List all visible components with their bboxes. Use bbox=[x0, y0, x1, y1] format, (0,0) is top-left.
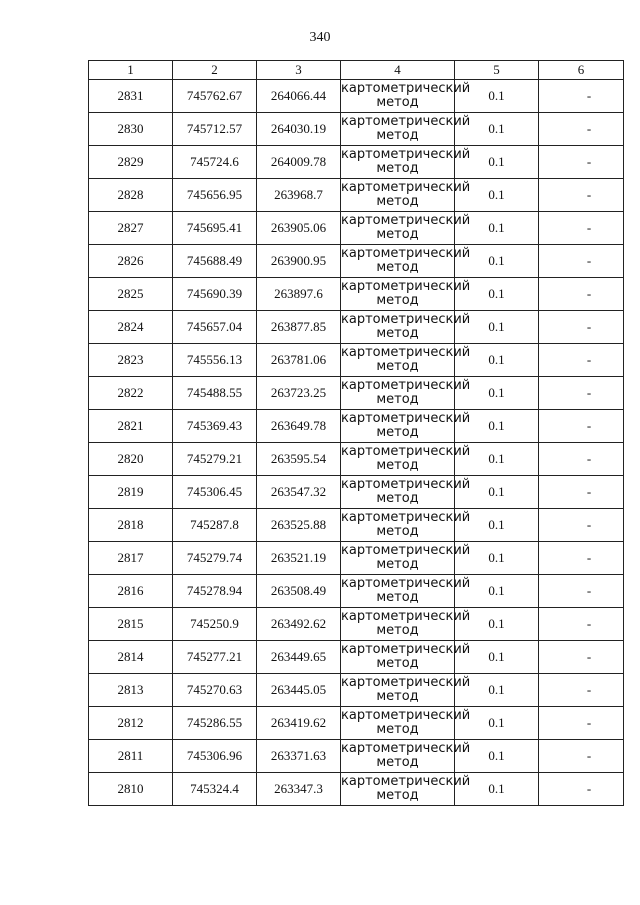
table-row bbox=[89, 278, 624, 311]
x-coordinate-cell: 745556.13 bbox=[173, 344, 257, 377]
x-coordinate-cell: 745286.55 bbox=[173, 707, 257, 740]
method-cell: картометрический метод bbox=[341, 80, 455, 113]
note-cell bbox=[539, 212, 624, 245]
y-coordinate-cell: 263547.32 bbox=[257, 476, 341, 509]
dash-mark: - bbox=[586, 748, 592, 763]
accuracy-cell: 0.1 bbox=[455, 443, 539, 476]
y-coordinate-cell: 263649.78 bbox=[257, 410, 341, 443]
note-cell bbox=[539, 773, 624, 806]
x-coordinate-cell: 745270.63 bbox=[173, 674, 257, 707]
point-number-cell: 2812 bbox=[89, 707, 173, 740]
table-row bbox=[89, 212, 624, 245]
method-cell: картометрический метод bbox=[341, 575, 455, 608]
note-cell bbox=[539, 113, 624, 146]
note-cell bbox=[539, 608, 624, 641]
y-coordinate-cell: 263723.25 bbox=[257, 377, 341, 410]
y-coordinate-cell: 263508.49 bbox=[257, 575, 341, 608]
point-number-cell: 2810 bbox=[89, 773, 173, 806]
note-cell bbox=[539, 245, 624, 278]
point-number-cell: 2823 bbox=[89, 344, 173, 377]
point-number-cell: 2814 bbox=[89, 641, 173, 674]
dash-mark: - bbox=[586, 88, 592, 103]
accuracy-cell: 0.1 bbox=[455, 773, 539, 806]
table-row bbox=[89, 707, 624, 740]
x-coordinate-cell: 745724.6 bbox=[173, 146, 257, 179]
note-cell bbox=[539, 509, 624, 542]
table-row bbox=[89, 641, 624, 674]
point-number-cell: 2811 bbox=[89, 740, 173, 773]
x-coordinate-cell: 745306.45 bbox=[173, 476, 257, 509]
point-number-cell: 2829 bbox=[89, 146, 173, 179]
accuracy-cell: 0.1 bbox=[455, 542, 539, 575]
table-row bbox=[89, 476, 624, 509]
point-number-cell: 2831 bbox=[89, 80, 173, 113]
method-cell: картометрический метод bbox=[341, 113, 455, 146]
y-coordinate-cell: 263877.85 bbox=[257, 311, 341, 344]
column-header-3: 3 bbox=[257, 61, 341, 80]
method-cell: картометрический метод bbox=[341, 773, 455, 806]
point-number-cell: 2821 bbox=[89, 410, 173, 443]
accuracy-cell: 0.1 bbox=[455, 344, 539, 377]
dash-mark: - bbox=[586, 550, 592, 565]
x-coordinate-cell: 745369.43 bbox=[173, 410, 257, 443]
dash-mark: - bbox=[586, 253, 592, 268]
dash-mark: - bbox=[586, 286, 592, 301]
dash-mark: - bbox=[586, 154, 592, 169]
table-row bbox=[89, 608, 624, 641]
note-cell bbox=[539, 146, 624, 179]
note-cell bbox=[539, 674, 624, 707]
dash-mark: - bbox=[586, 616, 592, 631]
dash-mark: - bbox=[586, 352, 592, 367]
x-coordinate-cell: 745657.04 bbox=[173, 311, 257, 344]
dash-mark: - bbox=[586, 220, 592, 235]
table-row bbox=[89, 245, 624, 278]
dash-mark: - bbox=[586, 451, 592, 466]
note-cell bbox=[539, 311, 624, 344]
column-header-5: 5 bbox=[455, 61, 539, 80]
point-number-cell: 2822 bbox=[89, 377, 173, 410]
y-coordinate-cell: 263525.88 bbox=[257, 509, 341, 542]
method-cell: картометрический метод bbox=[341, 278, 455, 311]
x-coordinate-cell: 745488.55 bbox=[173, 377, 257, 410]
y-coordinate-cell: 263900.95 bbox=[257, 245, 341, 278]
x-coordinate-cell: 745656.95 bbox=[173, 179, 257, 212]
point-number-cell: 2827 bbox=[89, 212, 173, 245]
note-cell bbox=[539, 80, 624, 113]
dash-mark: - bbox=[586, 517, 592, 532]
point-number-cell: 2817 bbox=[89, 542, 173, 575]
accuracy-cell: 0.1 bbox=[455, 608, 539, 641]
y-coordinate-cell: 263521.19 bbox=[257, 542, 341, 575]
point-number-cell: 2815 bbox=[89, 608, 173, 641]
table-row bbox=[89, 542, 624, 575]
accuracy-cell: 0.1 bbox=[455, 377, 539, 410]
table-row bbox=[89, 311, 624, 344]
x-coordinate-cell: 745712.57 bbox=[173, 113, 257, 146]
point-number-cell: 2830 bbox=[89, 113, 173, 146]
note-cell bbox=[539, 179, 624, 212]
y-coordinate-cell: 263905.06 bbox=[257, 212, 341, 245]
dash-mark: - bbox=[586, 187, 592, 202]
point-number-cell: 2820 bbox=[89, 443, 173, 476]
coordinates-table bbox=[88, 60, 624, 806]
y-coordinate-cell: 263371.63 bbox=[257, 740, 341, 773]
note-cell bbox=[539, 641, 624, 674]
y-coordinate-cell: 264066.44 bbox=[257, 80, 341, 113]
method-cell: картометрический метод bbox=[341, 443, 455, 476]
page-number: 340 bbox=[309, 30, 331, 45]
point-number-cell: 2816 bbox=[89, 575, 173, 608]
point-number-cell: 2826 bbox=[89, 245, 173, 278]
point-number-cell: 2819 bbox=[89, 476, 173, 509]
table-row bbox=[89, 509, 624, 542]
x-coordinate-cell: 745287.8 bbox=[173, 509, 257, 542]
column-header-4: 4 bbox=[341, 61, 455, 80]
dash-mark: - bbox=[586, 319, 592, 334]
note-cell bbox=[539, 278, 624, 311]
y-coordinate-cell: 263449.65 bbox=[257, 641, 341, 674]
accuracy-cell: 0.1 bbox=[455, 80, 539, 113]
accuracy-cell: 0.1 bbox=[455, 707, 539, 740]
accuracy-cell: 0.1 bbox=[455, 575, 539, 608]
table-row bbox=[89, 773, 624, 806]
table-row bbox=[89, 344, 624, 377]
method-cell: картометрический метод bbox=[341, 542, 455, 575]
column-header-6: 6 bbox=[539, 61, 624, 80]
accuracy-cell: 0.1 bbox=[455, 740, 539, 773]
table-row bbox=[89, 80, 624, 113]
y-coordinate-cell: 263968.7 bbox=[257, 179, 341, 212]
accuracy-cell: 0.1 bbox=[455, 278, 539, 311]
method-cell: картометрический метод bbox=[341, 146, 455, 179]
note-cell bbox=[539, 542, 624, 575]
note-cell bbox=[539, 377, 624, 410]
accuracy-cell: 0.1 bbox=[455, 674, 539, 707]
note-cell bbox=[539, 476, 624, 509]
method-cell: картометрический метод bbox=[341, 377, 455, 410]
table-row bbox=[89, 674, 624, 707]
accuracy-cell: 0.1 bbox=[455, 410, 539, 443]
note-cell bbox=[539, 443, 624, 476]
x-coordinate-cell: 745688.49 bbox=[173, 245, 257, 278]
point-number-cell: 2818 bbox=[89, 509, 173, 542]
method-cell: картометрический метод bbox=[341, 608, 455, 641]
dash-mark: - bbox=[586, 385, 592, 400]
y-coordinate-cell: 263347.3 bbox=[257, 773, 341, 806]
column-header-1: 1 bbox=[89, 61, 173, 80]
method-cell: картометрический метод bbox=[341, 179, 455, 212]
x-coordinate-cell: 745279.74 bbox=[173, 542, 257, 575]
point-number-cell: 2824 bbox=[89, 311, 173, 344]
column-header-2: 2 bbox=[173, 61, 257, 80]
x-coordinate-cell: 745762.67 bbox=[173, 80, 257, 113]
y-coordinate-cell: 263781.06 bbox=[257, 344, 341, 377]
y-coordinate-cell: 263897.6 bbox=[257, 278, 341, 311]
dash-mark: - bbox=[586, 121, 592, 136]
x-coordinate-cell: 745277.21 bbox=[173, 641, 257, 674]
x-coordinate-cell: 745324.4 bbox=[173, 773, 257, 806]
method-cell: картометрический метод bbox=[341, 212, 455, 245]
table-row bbox=[89, 740, 624, 773]
x-coordinate-cell: 745306.96 bbox=[173, 740, 257, 773]
x-coordinate-cell: 745278.94 bbox=[173, 575, 257, 608]
x-coordinate-cell: 745250.9 bbox=[173, 608, 257, 641]
table-row bbox=[89, 113, 624, 146]
y-coordinate-cell: 263445.05 bbox=[257, 674, 341, 707]
dash-mark: - bbox=[586, 418, 592, 433]
dash-mark: - bbox=[586, 583, 592, 598]
dash-mark: - bbox=[586, 781, 592, 796]
note-cell bbox=[539, 740, 624, 773]
table-row bbox=[89, 410, 624, 443]
method-cell: картометрический метод bbox=[341, 245, 455, 278]
accuracy-cell: 0.1 bbox=[455, 146, 539, 179]
accuracy-cell: 0.1 bbox=[455, 509, 539, 542]
table-row bbox=[89, 179, 624, 212]
x-coordinate-cell: 745695.41 bbox=[173, 212, 257, 245]
point-number-cell: 2825 bbox=[89, 278, 173, 311]
y-coordinate-cell: 264030.19 bbox=[257, 113, 341, 146]
note-cell bbox=[539, 344, 624, 377]
note-cell bbox=[539, 410, 624, 443]
table-row bbox=[89, 377, 624, 410]
table-row bbox=[89, 575, 624, 608]
method-cell: картометрический метод bbox=[341, 707, 455, 740]
table-row bbox=[89, 443, 624, 476]
method-cell: картометрический метод bbox=[341, 509, 455, 542]
dash-mark: - bbox=[586, 484, 592, 499]
x-coordinate-cell: 745690.39 bbox=[173, 278, 257, 311]
dash-mark: - bbox=[586, 715, 592, 730]
method-cell: картометрический метод bbox=[341, 641, 455, 674]
dash-mark: - bbox=[586, 649, 592, 664]
method-cell: картометрический метод bbox=[341, 344, 455, 377]
y-coordinate-cell: 264009.78 bbox=[257, 146, 341, 179]
method-cell: картометрический метод bbox=[341, 740, 455, 773]
accuracy-cell: 0.1 bbox=[455, 476, 539, 509]
method-cell: картометрический метод bbox=[341, 410, 455, 443]
table-header-row bbox=[89, 61, 624, 80]
point-number-cell: 2828 bbox=[89, 179, 173, 212]
method-cell: картометрический метод bbox=[341, 674, 455, 707]
accuracy-cell: 0.1 bbox=[455, 179, 539, 212]
accuracy-cell: 0.1 bbox=[455, 245, 539, 278]
method-cell: картометрический метод bbox=[341, 476, 455, 509]
accuracy-cell: 0.1 bbox=[455, 641, 539, 674]
table-body bbox=[89, 80, 624, 806]
dash-mark: - bbox=[586, 682, 592, 697]
note-cell bbox=[539, 575, 624, 608]
y-coordinate-cell: 263419.62 bbox=[257, 707, 341, 740]
y-coordinate-cell: 263595.54 bbox=[257, 443, 341, 476]
accuracy-cell: 0.1 bbox=[455, 113, 539, 146]
point-number-cell: 2813 bbox=[89, 674, 173, 707]
y-coordinate-cell: 263492.62 bbox=[257, 608, 341, 641]
x-coordinate-cell: 745279.21 bbox=[173, 443, 257, 476]
accuracy-cell: 0.1 bbox=[455, 212, 539, 245]
method-cell: картометрический метод bbox=[341, 311, 455, 344]
table-row bbox=[89, 146, 624, 179]
note-cell bbox=[539, 707, 624, 740]
accuracy-cell: 0.1 bbox=[455, 311, 539, 344]
